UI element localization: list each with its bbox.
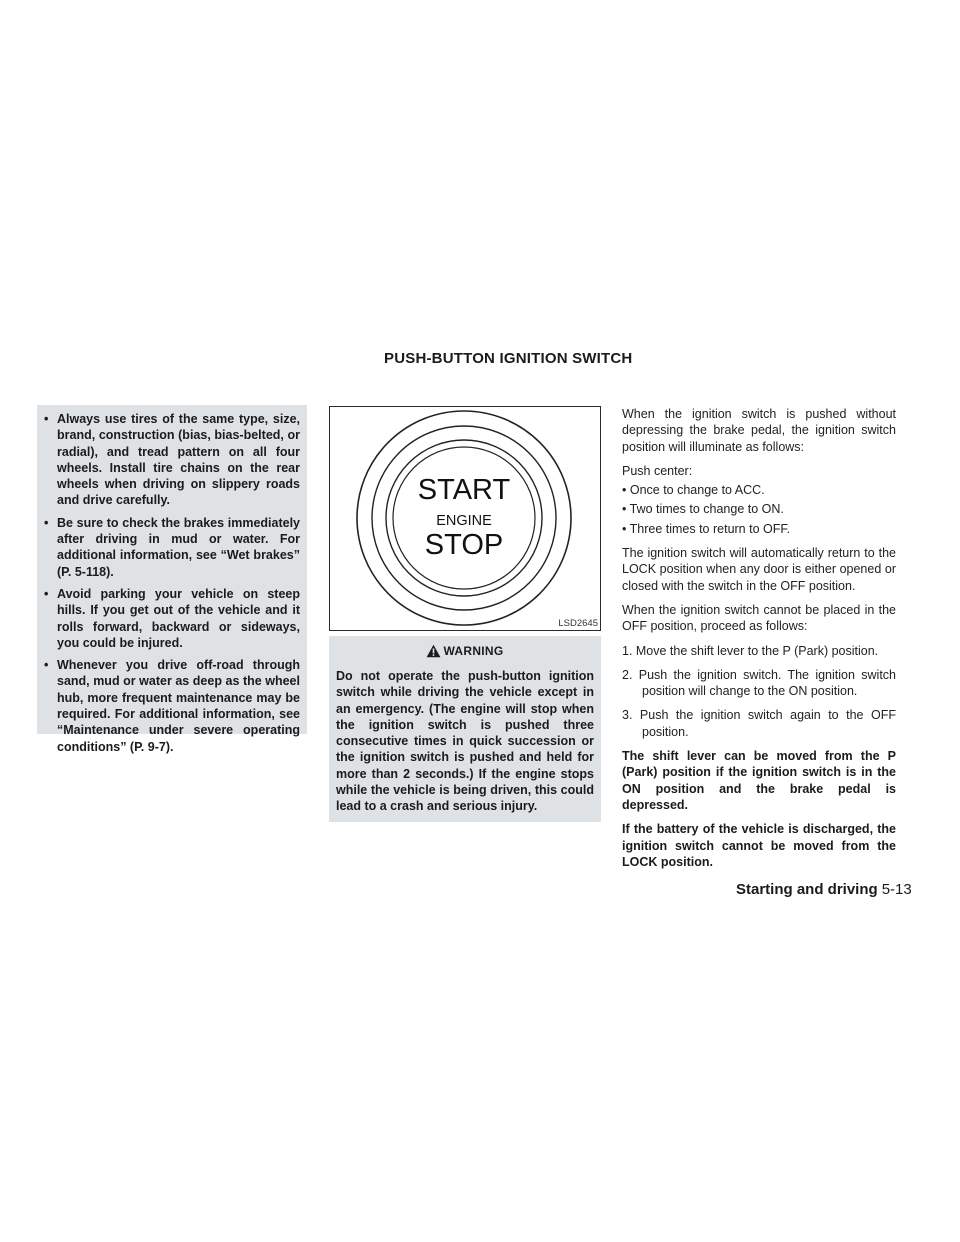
ignition-button-illustration [330,407,600,630]
push-item: • Three times to return to OFF. [622,521,791,536]
button-stop-text: STOP [424,529,504,561]
page-number: 5-13 [881,881,912,898]
intro-paragraph: When the ignition switch is pushed without depressing the brake pedal, the ignition switch position will illuminate as follows: [622,407,896,454]
auto-lock-paragraph: The ignition switch will automatically return to the LOCK position when any door is either opened or closed with the switch in the OFF position. [622,546,896,593]
battery-note: If the battery of the vehicle is discharged, the ignition switch cannot be moved from the LOCK position. [622,822,896,869]
step-item: 1. Move the shift lever to the P (Park) position. [622,643,879,658]
cannot-place-paragraph: When the ignition switch cannot be placed in the OFF position, proceed as follows: [622,602,896,634]
bullet-text: Always use tires of the same type, size, brand, construction (bias, bias-belted, or radial), and tread pattern on all four wheels. Install tire chains on the rear wheels when driving on slippery roads and drive carefully. [57,412,300,508]
bullet-item [44,515,300,580]
right-column [622,406,896,878]
push-center-label: Push center: [622,463,693,478]
bullet-glyph: • [44,515,49,530]
caution-bullets-box [37,405,307,754]
section-title: PUSH-BUTTON IGNITION SWITCH [384,350,633,367]
bullet-item [44,586,300,651]
button-start-text: START [417,474,511,506]
warning-heading [336,642,594,660]
bullet-glyph: • [44,586,49,601]
warning-heading-text: WARNING [443,644,504,658]
step-item: 3. Push the ignition switch again to the OFF position. [622,708,896,739]
bullet-text: Whenever you drive off-road through sand, mud or water as deep as the wheel hub, more frequent maintenance may be required. For additional information, see “Maintenance under severe operating conditions” (P. 9-7). [57,658,300,754]
figure-label: LSD2645 [558,618,598,629]
warning-text: Do not operate the push-button ignition switch while driving the vehicle except in an emergency. (The engine will stop when the ignition switch is pushed three consecutive times in quick succession or the ignition switch is pushed and held for more than 2 seconds.) If the engine stops while the vehicle is being driven, this could lead to a crash and serious injury. [336,669,594,814]
page-footer [736,881,912,898]
footer-section-name: Starting and driving [736,881,878,898]
bullet-text: Avoid parking your vehicle on steep hills. If you get out of the vehicle and it rolls forward, backward or sideways, you could be injured. [57,586,300,650]
step-item: 2. Push the ignition switch. The ignition switch position will change to the ON position. [622,667,896,699]
bullet-item [44,657,300,755]
warning-box [329,636,601,822]
bullet-glyph: • [44,658,49,673]
push-item: • Two times to change to ON. [622,502,784,517]
push-item: • Once to change to ACC. [622,483,765,498]
warning-triangle-icon [426,644,441,658]
bullet-text: Be sure to check the brakes immediately after driving in mud or water. For additional information, see “Wet brakes” (P. 5-118). [57,515,300,579]
caution-bullet-list [44,411,300,755]
shift-lever-note: The shift lever can be moved from the P (Park) position if the ignition switch is in the ON position and the brake pedal is depressed. [622,749,896,812]
bullet-item [44,411,300,509]
bullet-glyph: • [44,412,49,426]
ignition-button-figure [329,406,601,631]
button-engine-text: ENGINE [436,513,492,529]
